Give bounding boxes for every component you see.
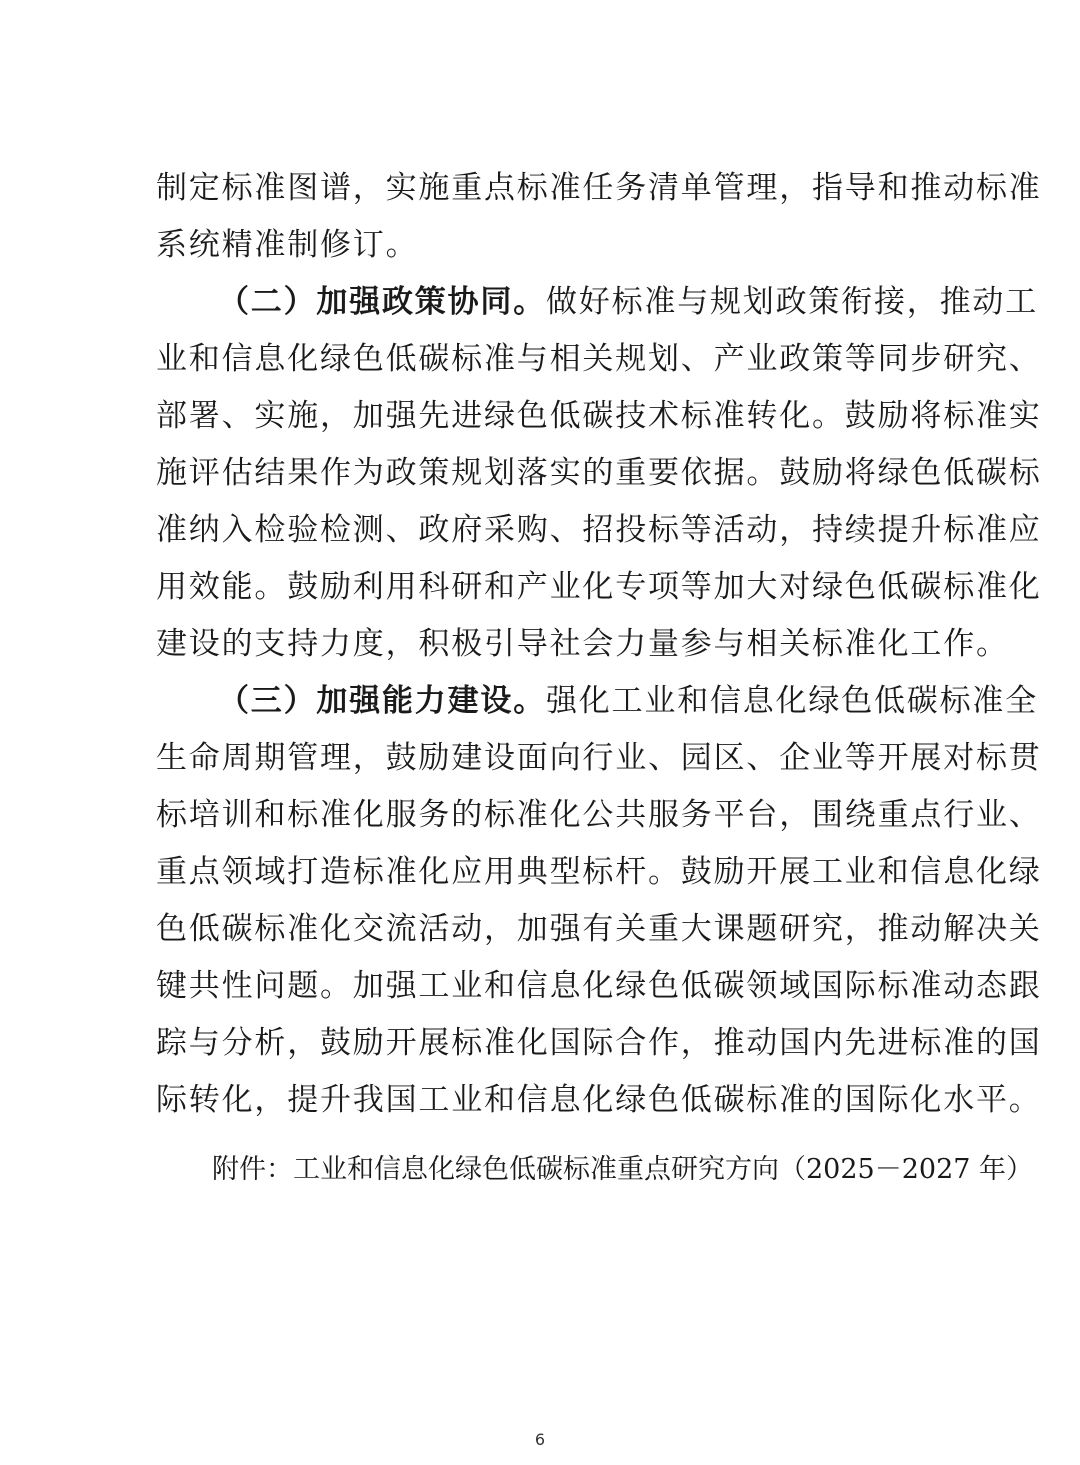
paragraph-line: 踪与分析，鼓励开展标准化国际合作，推动国内先进标准的国	[156, 1025, 1042, 1061]
paragraph-line: 重点领域打造标准化应用典型标杆。鼓励开展工业和信息化绿	[156, 854, 1042, 890]
paragraph-line: 色低碳标准化交流活动，加强有关重大课题研究，推动解决关	[156, 911, 1042, 947]
paragraph-line: 建设的支持力度，积极引导社会力量参与相关标准化工作。	[156, 626, 1009, 662]
section-2-text: 做好标准与规划政策衔接，推动工	[546, 284, 1038, 320]
section-2-first-line	[218, 282, 1038, 322]
paragraph-line: 部署、实施，加强先进绿色低碳技术标准转化。鼓励将标准实	[156, 398, 1042, 434]
paragraph-line: 标培训和标准化服务的标准化公共服务平台，围绕重点行业、	[156, 797, 1042, 833]
section-3-first-line	[218, 681, 1038, 721]
paragraph-line: 准纳入检验检测、政府采购、招投标等活动，持续提升标准应	[156, 512, 1042, 548]
section-2-heading: （二）加强政策协同。	[218, 284, 546, 320]
attachment-note: 附件：工业和信息化绿色低碳标准重点研究方向（2025－2027 年）	[212, 1154, 1034, 1185]
paragraph-line: 际转化，提升我国工业和信息化绿色低碳标准的国际化水平。	[156, 1082, 1042, 1118]
section-3-heading: （三）加强能力建设。	[218, 683, 546, 719]
paragraph-line: 业和信息化绿色低碳标准与相关规划、产业政策等同步研究、	[156, 341, 1042, 377]
paragraph-line: 制定标准图谱，实施重点标准任务清单管理，指导和推动标准	[156, 170, 1042, 206]
paragraph-line: 施评估结果作为政策规划落实的重要依据。鼓励将绿色低碳标	[156, 455, 1042, 491]
paragraph-line: 键共性问题。加强工业和信息化绿色低碳领域国际标准动态跟	[156, 968, 1042, 1004]
page-number: 6	[534, 1430, 546, 1449]
paragraph-line: 用效能。鼓励利用科研和产业化专项等加大对绿色低碳标准化	[156, 569, 1042, 605]
paragraph-line: 系统精准制修订。	[156, 227, 419, 263]
paragraph-line: 生命周期管理，鼓励建设面向行业、园区、企业等开展对标贯	[156, 740, 1042, 776]
section-3-text: 强化工业和信息化绿色低碳标准全	[546, 683, 1038, 719]
